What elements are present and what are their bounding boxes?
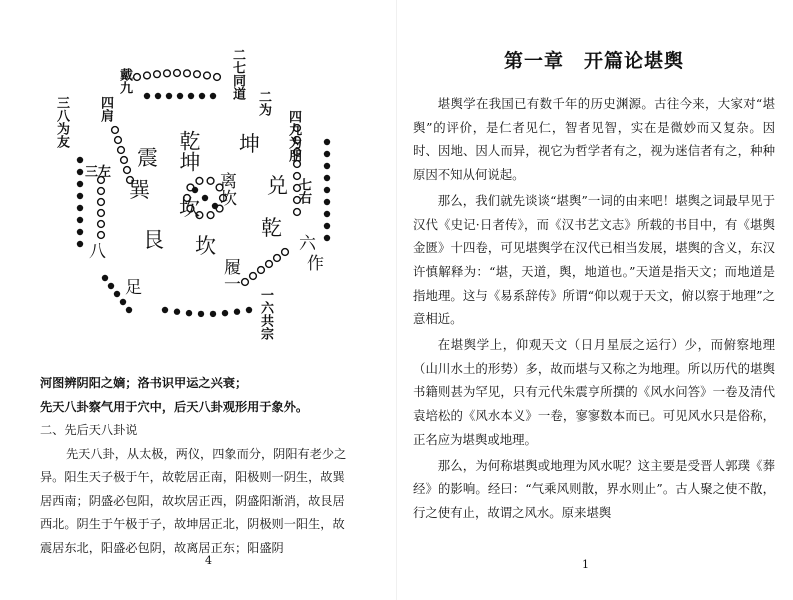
filled-dot	[324, 199, 330, 205]
hollow-dot	[144, 72, 151, 79]
chapter-title	[504, 46, 684, 73]
hollow-dot	[214, 74, 221, 81]
filled-dot	[199, 93, 205, 99]
hollow-dot	[98, 210, 105, 217]
label-left-top: 三八为友	[54, 96, 69, 148]
hollow-dot	[164, 70, 171, 77]
filled-dot	[324, 187, 330, 193]
label-xun: 巽	[129, 178, 150, 202]
label-right-lower2: 作	[307, 254, 324, 274]
label-top-right: 二七同道	[230, 48, 245, 100]
label-qian: 乾	[261, 216, 282, 240]
filled-dot	[324, 175, 330, 181]
hollow-dot	[196, 177, 203, 184]
right-page	[397, 0, 793, 600]
left-page-number: 4	[205, 554, 212, 567]
label-bottom-left: 足	[125, 278, 142, 298]
label-left-outer2: 四肩	[98, 96, 113, 122]
right-body-text	[413, 92, 775, 527]
filled-dot	[324, 235, 330, 241]
hollow-dot	[118, 147, 125, 154]
hollow-dot	[174, 70, 181, 77]
label-kan-inner: 坎	[179, 196, 200, 220]
filled-dot	[324, 223, 330, 229]
filled-dot	[144, 93, 150, 99]
label-inner-upper: 乾坤	[177, 130, 201, 172]
label-kun: 坤	[239, 132, 260, 156]
hollow-dot	[204, 72, 211, 79]
filled-dot	[77, 205, 83, 211]
label-left-mid: 三左	[85, 165, 112, 180]
filled-dot	[324, 139, 330, 145]
filled-dot	[324, 211, 330, 217]
hollow-dot	[98, 221, 105, 228]
hollow-dot	[115, 137, 122, 144]
text-line-1: 河图辨阴阳之嫡；洛书识甲运之兴衰；	[40, 376, 248, 390]
filled-dot	[188, 93, 194, 99]
label-right-top: 二为	[256, 90, 271, 116]
hollow-dot	[282, 249, 289, 256]
paragraph-2: 那么，我们就先谈谈“堪舆”一词的由来吧！堪舆之词最早见于汉代《史记·日者传》，而《汉书艺文志》所载的书目中，有《堪舆金匮》十四卷，可见堪舆学在汉代已相当发展，堪舆的含义，东汉许慎解释为：“堪，天道，舆，地道也。”天道是指天文；而地道是指地理。这与《易系辞传》所谓“仰以观于天文，俯以察于地理”之意相近。	[413, 192, 775, 327]
hollow-dot	[184, 70, 191, 77]
filled-dot	[234, 309, 240, 315]
text-line-5: 异。阳生天子极于午，故乾居正南，阳极则一阴生，故巽	[40, 470, 345, 484]
filled-dot	[210, 311, 216, 317]
paragraph-4: 那么，为何称堪舆或地理为风水呢？这主要是受晋人郭璞《葬经》的影响。经曰：“气乘风则散，界水则止”。古人聚之使不散，行之使有止，故谓之风水。原来堪舆	[413, 457, 775, 520]
hollow-dot	[194, 71, 201, 78]
dot-pattern	[45, 30, 375, 370]
hollow-dot	[274, 255, 281, 262]
filled-dot	[155, 93, 161, 99]
filled-dot	[210, 93, 216, 99]
text-line-6: 居西南；阴盛必包阳，故坎居正西，阴盛阳渐消，故艮居	[40, 493, 345, 508]
label-left-outer: 戴九	[117, 68, 132, 94]
filled-dot	[186, 310, 192, 316]
text-line-8: 震居东北，阳盛必包阴，故离居正东；阳盛阴	[40, 540, 284, 555]
filled-dot	[77, 157, 83, 163]
paragraph-3: 在堪舆学上，仰观天文（日月星辰之运行）少，而俯察地理（山川水土的形势）多，故而堪与又称之为地理。所以历代的堪舆书籍则甚为罕见，只有元代朱震亨所撰的《风水问答》一卷及清代袁培松的《风水本义》一卷，寥寥数本而已。可见风水只是俗称，正名应为堪舆或地理。	[413, 337, 775, 447]
filled-dot	[324, 151, 330, 157]
hollow-dot	[294, 209, 301, 216]
label-zhen: 震	[137, 146, 158, 170]
hollow-dot	[124, 167, 131, 174]
filled-dot	[120, 299, 126, 305]
filled-dot	[222, 310, 228, 316]
left-body-text	[40, 372, 390, 560]
text-line-4: 先天八卦，从太极，两仪，四象而分，阴阳有老少之	[66, 446, 347, 461]
hollow-dot	[207, 212, 214, 219]
left-page	[0, 0, 396, 600]
label-inner-center: 离坎	[216, 172, 236, 206]
text-line-7: 西北。阴生于午极于子，故坤居正北，阴极则一阳生，故	[40, 517, 345, 531]
filled-dot	[77, 241, 83, 247]
filled-dot	[77, 193, 83, 199]
label-right-lower: 六	[299, 234, 316, 254]
filled-dot	[324, 163, 330, 169]
hollow-dot	[121, 157, 128, 164]
hollow-dot	[207, 177, 214, 184]
filled-dot	[77, 229, 83, 235]
hollow-dot	[242, 279, 249, 286]
hetu-luoshu-diagram	[45, 30, 375, 370]
hollow-dot	[266, 261, 273, 268]
label-kan: 坎	[195, 234, 216, 258]
label-right-mid: 七右	[296, 178, 311, 204]
label-right-friend: 四九为朋	[286, 110, 301, 162]
label-bottom-inner: 履一	[220, 258, 240, 292]
section-heading: 二、先后天八卦说	[40, 423, 138, 437]
hollow-dot	[134, 74, 141, 81]
hollow-dot	[258, 267, 265, 274]
filled-dot	[114, 291, 120, 297]
paragraph-1: 堪舆学在我国已有数千年的历史渊源。古往今来，大家对“堪舆”的评价，是仁者见仁，智者见智，实在是微妙而又复杂。因时、因地、因人而异，视它为哲学者有之，视为迷信者有之，种种原因不知从何说起。	[413, 96, 775, 183]
filled-dot	[108, 283, 114, 289]
filled-dot	[166, 93, 172, 99]
label-gen: 艮	[143, 228, 164, 252]
hollow-dot	[250, 273, 257, 280]
chapter-number: 第一章	[504, 50, 565, 72]
filled-dot	[77, 181, 83, 187]
hollow-dot	[98, 232, 105, 239]
hollow-dot	[112, 127, 119, 134]
text-line-2: 先天八卦察气用于穴中，后天八卦观形用于象外。	[40, 399, 309, 414]
filled-dot	[102, 275, 108, 281]
filled-dot	[162, 307, 168, 313]
filled-dot	[198, 311, 204, 317]
hollow-dot	[98, 188, 105, 195]
label-bottom-right: 一六共宗	[258, 288, 273, 340]
label-left-lower: 八	[89, 242, 106, 262]
label-dui: 兑	[267, 174, 288, 198]
filled-dot	[174, 309, 180, 315]
filled-dot	[77, 217, 83, 223]
chapter-name: 开篇论堪舆	[584, 50, 685, 72]
hollow-dot	[98, 199, 105, 206]
filled-dot	[77, 169, 83, 175]
hollow-dot	[154, 71, 161, 78]
filled-dot	[192, 187, 198, 193]
filled-dot	[246, 307, 252, 313]
right-page-number: 1	[582, 558, 589, 571]
filled-dot	[126, 307, 132, 313]
filled-dot	[202, 195, 208, 201]
filled-dot	[177, 93, 183, 99]
